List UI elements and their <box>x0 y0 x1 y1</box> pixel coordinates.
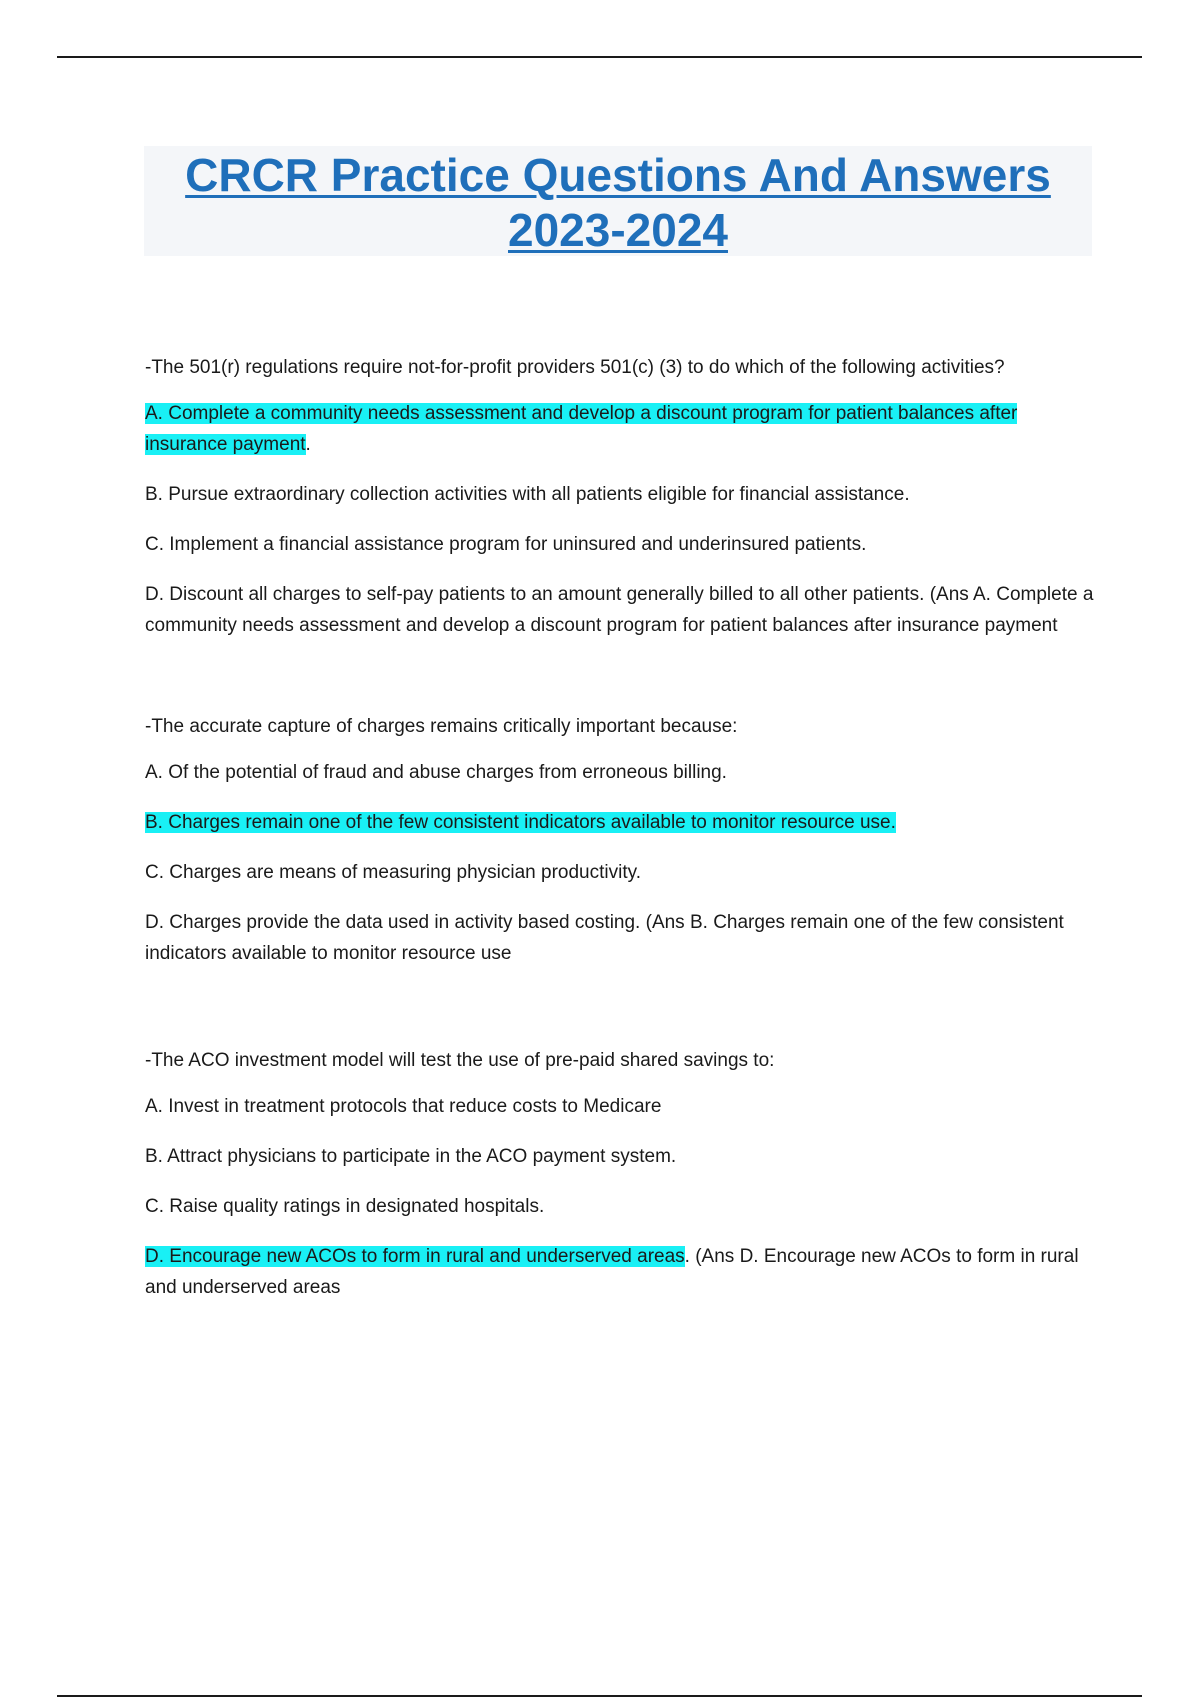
option-a: A. Of the potential of fraud and abuse charges from erroneous billing. <box>145 762 727 783</box>
title-line-2: 2023-2024 <box>508 204 728 256</box>
option-b: B. Attract physicians to participate in the ACO payment system. <box>145 1146 677 1167</box>
option-b: B. Pursue extraordinary collection activities with all patients eligible for financial assistance. <box>145 484 910 505</box>
top-rule <box>57 56 1142 58</box>
question-block-3 <box>145 1045 1095 1303</box>
title-banner <box>144 146 1092 256</box>
option-a <box>145 398 1095 460</box>
option-d <box>145 1241 1095 1303</box>
question-block-2 <box>145 711 1095 969</box>
question-text: -The ACO investment model will test the use of pre-paid shared savings to: <box>145 1050 775 1071</box>
option-d-suffix: . (Ans D. Encourage new ACOs to form in rural and underserved areas <box>145 1246 1079 1298</box>
bottom-rule <box>57 1695 1142 1697</box>
option-a-suffix: . <box>305 434 311 455</box>
highlighted-answer: A. Complete a community needs assessment and develop a discount program for patient balances after insurance payment <box>145 403 1018 455</box>
highlighted-answer: D. Encourage new ACOs to form in rural and underserved areas <box>145 1246 685 1267</box>
option-c: C. Charges are means of measuring physician productivity. <box>145 862 641 883</box>
option-a: A. Invest in treatment protocols that reduce costs to Medicare <box>145 1096 662 1117</box>
title-line-1: CRCR Practice Questions And Answers <box>185 149 1051 201</box>
question-text: -The accurate capture of charges remains critically important because: <box>145 716 738 737</box>
highlighted-answer: B. Charges remain one of the few consistent indicators available to monitor resource use. <box>145 812 896 833</box>
question-block-1 <box>145 352 1095 641</box>
question-text: -The 501(r) regulations require not-for-profit providers 501(c) (3) to do which of the following activities? <box>145 357 1005 378</box>
document-title <box>144 146 1092 258</box>
option-d: D. Charges provide the data used in activity based costing. (Ans B. Charges remain one of the few consistent indicators available to monitor resource use <box>145 912 1064 964</box>
question-list <box>145 352 1095 1373</box>
option-c: C. Raise quality ratings in designated hospitals. <box>145 1196 545 1217</box>
option-b <box>145 807 1095 838</box>
option-d: D. Discount all charges to self-pay patients to an amount generally billed to all other patients. (Ans A. Complete a community needs assessment and develop a discount program for patient balances after insurance payment <box>145 584 1094 636</box>
option-c: C. Implement a financial assistance program for uninsured and underinsured patients. <box>145 534 867 555</box>
